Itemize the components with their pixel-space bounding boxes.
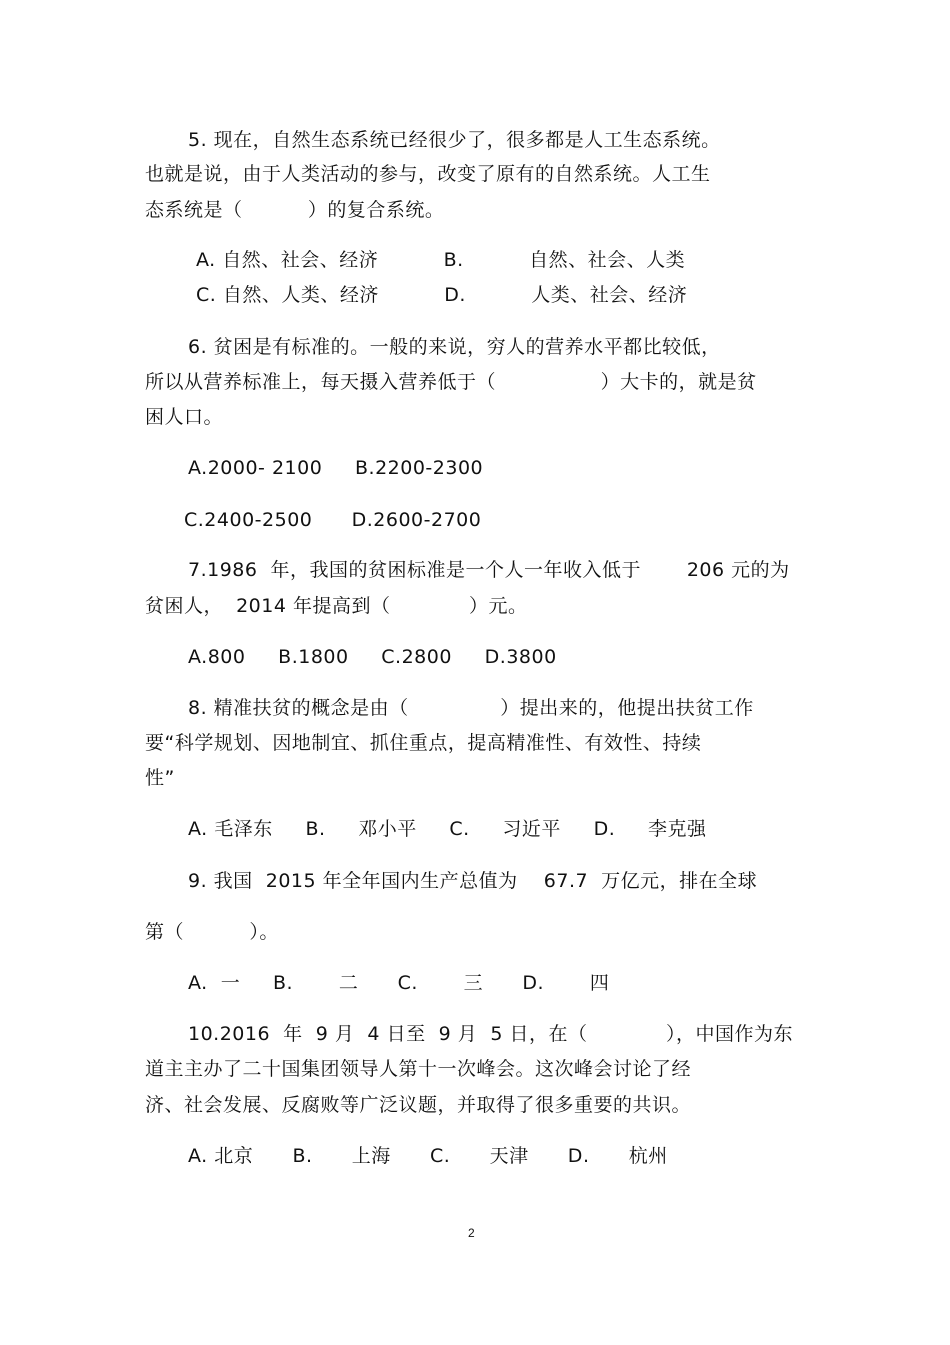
q8-line-3: 性”: [145, 767, 175, 789]
q6-line-2: 所以从营养标准上，每天摄入营养低于（ ）大卡的，就是贫: [145, 371, 757, 393]
q9-line-2: 第（ ）。: [145, 921, 279, 943]
q8-line-2: 要“科学规划、因地制宜、抓住重点，提高精准性、有效性、持续: [145, 732, 702, 754]
q8-option-row-1: A. 毛泽东 B. 邓小平 C. 习近平 D. 李克强: [188, 818, 707, 840]
q10-line-1: 10.2016 年 9 月 4 日至 9 月 5 日，在（ ），中国作为东: [188, 1023, 793, 1045]
q7-option-row-1: A.800 B.1800 C.2800 D.3800: [188, 646, 557, 668]
q5-line-3: 态系统是（ ）的复合系统。: [145, 199, 445, 221]
q6-line-3: 困人口。: [145, 406, 224, 428]
q9-line-1: 9. 我国 2015 年全年国内生产总值为 67.7 万亿元，排在全球: [188, 870, 758, 892]
q8-line-1: 8. 精准扶贫的概念是由（ ）提出来的，他提出扶贫工作: [188, 697, 754, 719]
q5-option-row-2: C. 自然、人类、经济 D. 人类、社会、经济: [196, 284, 688, 306]
q5-line-2: 也就是说，由于人类活动的参与，改变了原有的自然系统。人工生: [145, 163, 711, 185]
q6-option-row-1: A.2000- 2100 B.2200-2300: [188, 457, 484, 479]
q5-option-row-1: A. 自然、社会、经济 B. 自然、社会、人类: [196, 249, 686, 271]
q10-line-3: 济、社会发展、反腐败等广泛议题，并取得了很多重要的共识。: [145, 1094, 692, 1116]
q10-option-row-1: A. 北京 B. 上海 C. 天津 D. 杭州: [188, 1145, 668, 1167]
q7-line-2: 贫困人， 2014 年提高到（ ）元。: [145, 595, 528, 617]
q5-line-1: 5. 现在，自然生态系统已经很少了，很多都是人工生态系统。: [188, 129, 721, 151]
q10-line-2: 道主主办了二十国集团领导人第十一次峰会。这次峰会讨论了经: [145, 1058, 692, 1080]
q7-line-1: 7.1986 年，我国的贫困标准是一个人一年收入低于 206 元的为: [188, 559, 790, 581]
q6-line-1: 6. 贫困是有标准的。一般的来说，穷人的营养水平都比较低，: [188, 336, 721, 358]
q6-option-row-2: C.2400-2500 D.2600-2700: [184, 509, 482, 531]
q9-option-row-1: A. 一 B. 二 C. 三 D. 四: [188, 972, 610, 994]
page-number: 2: [468, 1226, 475, 1240]
